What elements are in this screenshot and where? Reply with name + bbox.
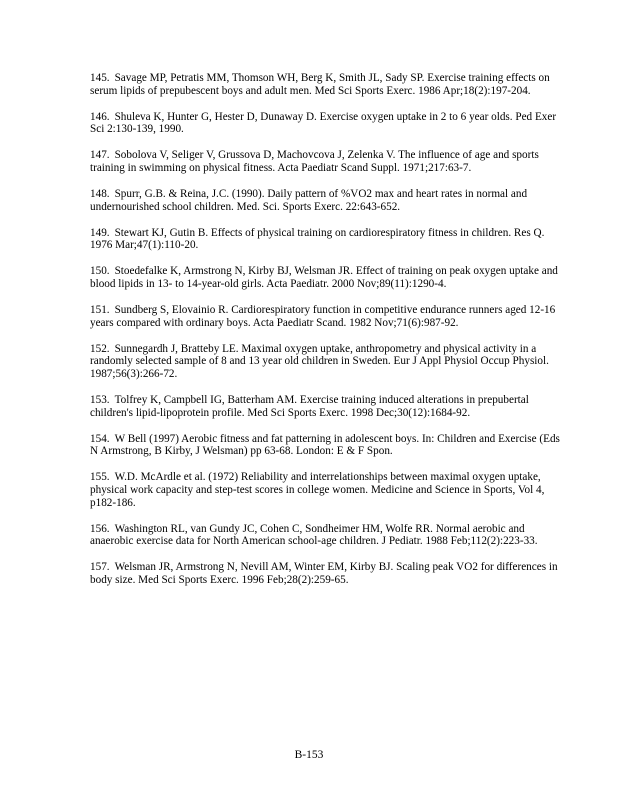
reference-text: Sunnegardh J, Bratteby LE. Maximal oxygen uptake, anthropometry and physical activity in a randomly selected sample of 8 and 13 year old children in Sweden. Eur J Appl Physiol Occup Physiol. 1987;56(3):266-72.: [90, 342, 549, 380]
reference-number: 149.: [90, 226, 110, 239]
reference-text: Stewart KJ, Gutin B. Effects of physical training on cardiorespiratory fitness in children. Res Q. 1976 Mar;47(1):110-20.: [90, 226, 545, 252]
reference-item: [90, 265, 568, 290]
reference-item: [90, 72, 568, 97]
reference-item: [90, 304, 568, 329]
reference-list: [90, 72, 568, 600]
reference-text: W Bell (1997) Aerobic fitness and fat patterning in adolescent boys. In: Children and Exercise (Eds N Armstrong, B Kirby, J Welsman) pp 63-68. London: E & F Spon.: [90, 432, 560, 458]
reference-text: Shuleva K, Hunter G, Hester D, Dunaway D. Exercise oxygen uptake in 2 to 6 year olds. Ped Exer Sci 2:130-139, 1990.: [90, 110, 557, 136]
reference-item: [90, 343, 568, 381]
reference-text: Tolfrey K, Campbell IG, Batterham AM. Exercise training induced alterations in prepubertal children's lipid-lipoprotein profile. Med Sci Sports Exerc. 1998 Dec;30(12):1684-92.: [90, 394, 529, 419]
reference-item: [90, 188, 568, 213]
reference-number: 154.: [90, 432, 110, 445]
reference-text: Welsman JR, Armstrong N, Nevill AM, Winter EM, Kirby BJ. Scaling peak VO2 for differences in body size. Med Sci Sports Exerc. 1996 Feb;28(2):259-65.: [90, 561, 558, 587]
reference-number: 146.: [90, 110, 110, 123]
reference-item: [90, 149, 568, 174]
reference-number: 157.: [90, 561, 110, 574]
reference-item: [90, 561, 568, 586]
page-number: B-153: [294, 749, 324, 761]
reference-item: [90, 227, 568, 252]
reference-number: 151.: [90, 304, 110, 317]
reference-item: [90, 433, 568, 458]
reference-number: 148.: [90, 188, 110, 201]
reference-text: Savage MP, Petratis MM, Thomson WH, Berg K, Smith JL, Sady SP. Exercise training effects on serum lipids of prepubescent boys and adult men. Med Sci Sports Exerc. 1986 Apr;18(2):197-204.: [90, 72, 550, 97]
reference-text: Stoedefalke K, Armstrong N, Kirby BJ, Welsman JR. Effect of training on peak oxygen uptake and blood lipids in 13- to 14-year-old girls. Acta Paediatr. 2000 Nov;89(11):1290-4.: [90, 265, 558, 291]
reference-item: [90, 394, 568, 419]
reference-text: Spurr, G.B. & Reina, J.C. (1990). Daily pattern of %VO2 max and heart rates in normal and undernourished school children. Med. Sci. Sports Exerc. 22:643-652.: [90, 188, 528, 213]
reference-text: Washington RL, van Gundy JC, Cohen C, Sondheimer HM, Wolfe RR. Normal aerobic and anaerobic exercise data for North American school-age children. J Pediatr. 1988 Feb;112(2):223-33.: [90, 522, 538, 548]
reference-number: 155.: [90, 471, 110, 484]
reference-number: 156.: [90, 522, 110, 535]
reference-number: 150.: [90, 265, 110, 278]
reference-item: [90, 523, 568, 548]
reference-text: Sobolova V, Seliger V, Grussova D, Machovcova J, Zelenka V. The influence of age and sports training in swimming on physical fitness. Acta Paediatr Scand Suppl. 1971;217:63-7.: [90, 149, 539, 174]
reference-number: 145.: [90, 72, 110, 84]
reference-item: [90, 471, 568, 509]
reference-item: [90, 111, 568, 136]
reference-number: 147.: [90, 149, 110, 162]
reference-text: W.D. McArdle et al. (1972) Reliability and interrelationships between maximal oxygen uptake, physical work capacity and step-test scores in college women. Medicine and Science in Sports, Vol 4, p182-186.: [90, 471, 545, 509]
reference-number: 152.: [90, 342, 110, 355]
reference-text: Sundberg S, Elovainio R. Cardiorespiratory function in competitive endurance runners aged 12-16 years compared with ordinary boys. Acta Paediatr Scand. 1982 Nov;71(6):987-92.: [90, 304, 556, 329]
reference-number: 153.: [90, 394, 110, 407]
